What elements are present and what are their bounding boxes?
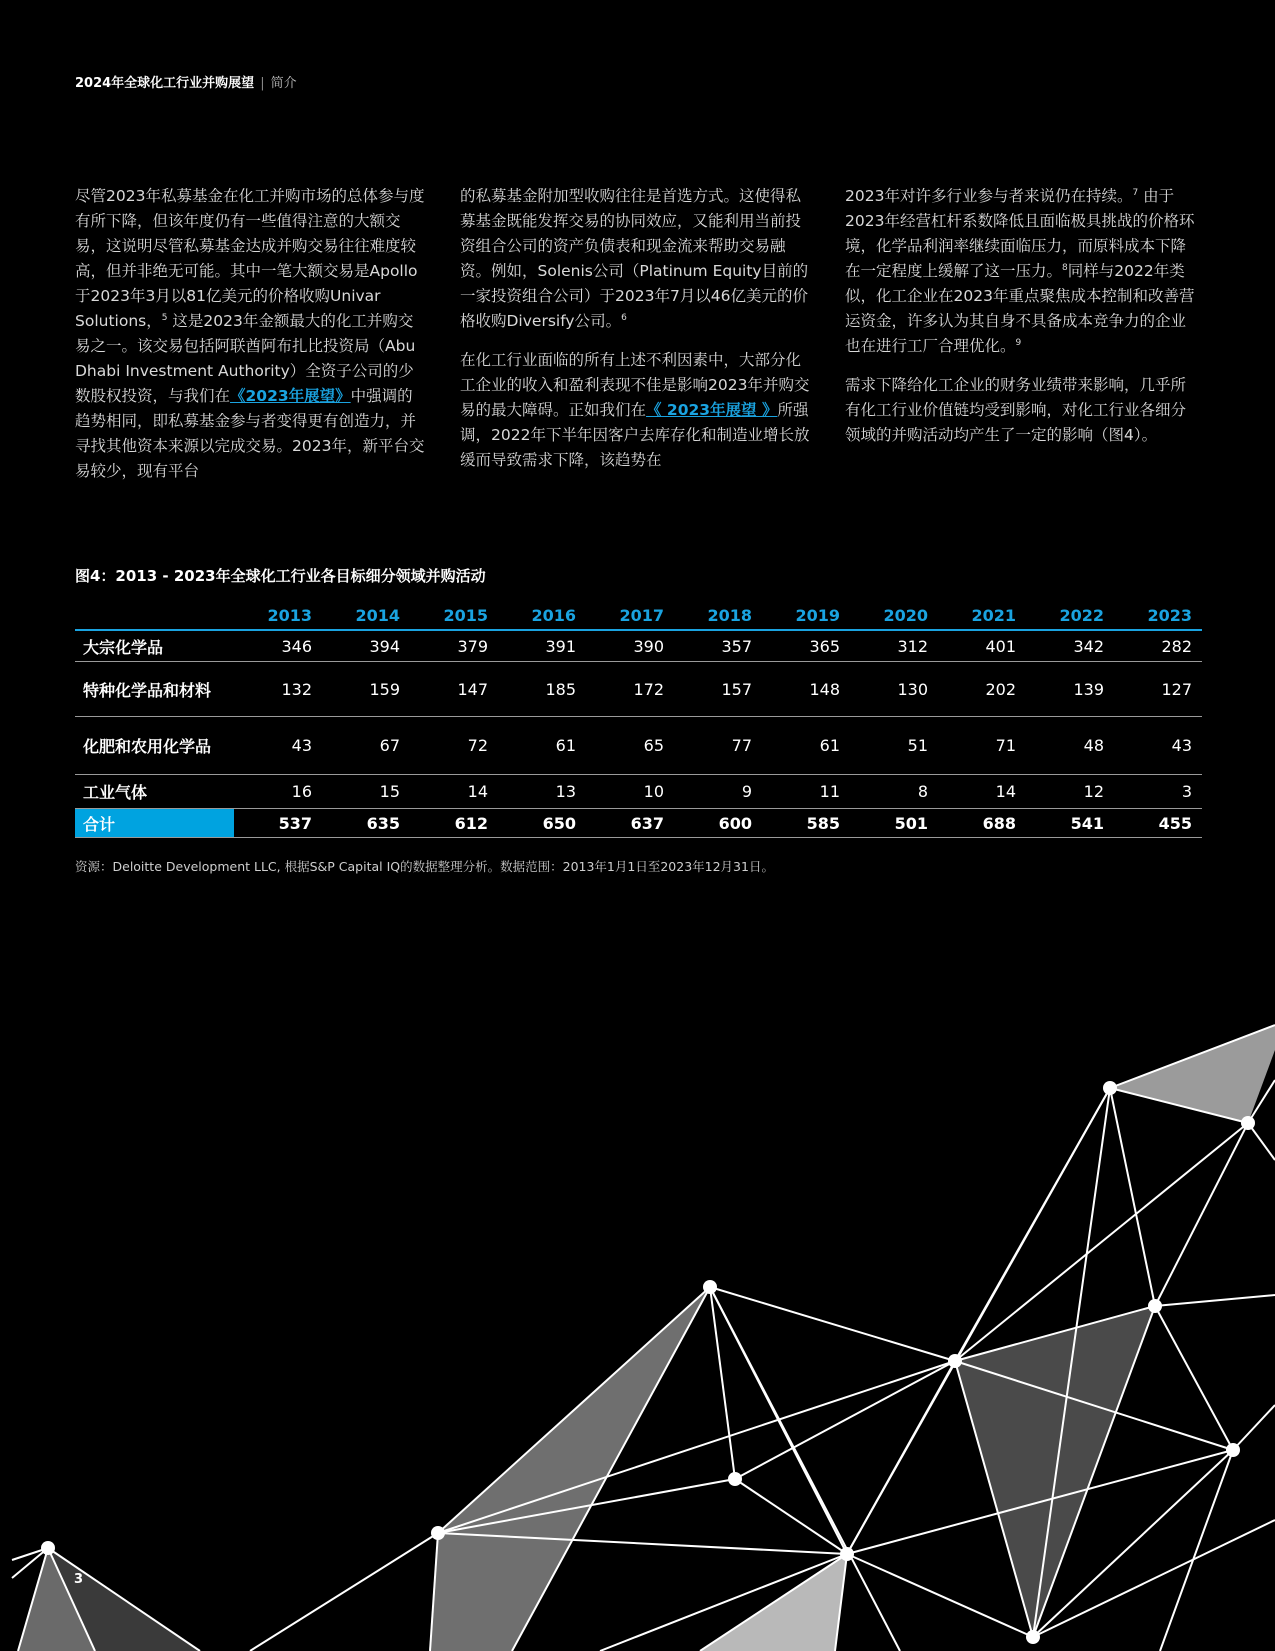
table-cell: 401 <box>938 630 1026 662</box>
total-label: 合计 <box>75 809 234 838</box>
year-header: 2017 <box>586 603 674 630</box>
table-cell: 67 <box>322 717 410 775</box>
table-cell: 14 <box>410 775 498 809</box>
row-label: 化肥和农用化学品 <box>75 717 234 775</box>
table-cell: 43 <box>1114 717 1202 775</box>
outlook-2023-link[interactable]: 《2023年展望》 <box>230 387 351 405</box>
year-header: 2014 <box>322 603 410 630</box>
table-cell: 637 <box>586 809 674 838</box>
year-header: 2013 <box>234 603 322 630</box>
table-cell: 16 <box>234 775 322 809</box>
year-header: 2018 <box>674 603 762 630</box>
paragraph: 需求下降给化工企业的财务业绩带来影响，几乎所有化工行业价值链均受到影响，对化工行业各细分领域的并购活动均产生了一定的影响（图4）。 <box>845 376 1187 444</box>
year-header: 2022 <box>1026 603 1114 630</box>
table-cell: 600 <box>674 809 762 838</box>
year-header: 2020 <box>850 603 938 630</box>
table-cell: 61 <box>762 717 850 775</box>
year-header: 2019 <box>762 603 850 630</box>
network-facets <box>18 1025 1275 1651</box>
table-cell: 127 <box>1114 662 1202 717</box>
year-header: 2015 <box>410 603 498 630</box>
table-cell: 43 <box>234 717 322 775</box>
source-note: 资源：Deloitte Development LLC, 根据S&P Capital IQ的数据整理分析。数据范围：2013年1月1日至2023年12月31日。 <box>75 859 774 874</box>
table-cell: 379 <box>410 630 498 662</box>
table-cell: 391 <box>498 630 586 662</box>
table-cell: 357 <box>674 630 762 662</box>
paragraph: 2023年对许多行业参与者来说仍在持续。$^7$ 由于2023年经营杠杆系数降低且面临极具挑战的价格环境，化学品利润率继续面临压力，而原料成本下降在一定程度上缓解了这一压力。$^8$同样与2022年类似，化工企业在2023年重点聚焦成本控制和改善营运资金，许多认为其自身不具备成本竞争力的企业也在进行工厂合理优化。$^9$ <box>845 187 1195 355</box>
table-cell: 71 <box>938 717 1026 775</box>
table-cell: 501 <box>850 809 938 838</box>
table-cell: 365 <box>762 630 850 662</box>
table-cell: 132 <box>234 662 322 717</box>
table-cell: 65 <box>586 717 674 775</box>
table-cell: 688 <box>938 809 1026 838</box>
table-cell: 9 <box>674 775 762 809</box>
table-cell: 61 <box>498 717 586 775</box>
table-cell: 72 <box>410 717 498 775</box>
table-cell: 159 <box>322 662 410 717</box>
table-cell: 185 <box>498 662 586 717</box>
table-cell: 48 <box>1026 717 1114 775</box>
table-cell: 312 <box>850 630 938 662</box>
table-cell: 147 <box>410 662 498 717</box>
table-cell: 537 <box>234 809 322 838</box>
table-cell: 130 <box>850 662 938 717</box>
table-cell: 455 <box>1114 809 1202 838</box>
table-cell: 13 <box>498 775 586 809</box>
table-cell: 15 <box>322 775 410 809</box>
table-cell: 12 <box>1026 775 1114 809</box>
year-header: 2023 <box>1114 603 1202 630</box>
table-cell: 10 <box>586 775 674 809</box>
report-title: 2024年全球化工行业并购展望 <box>75 76 255 91</box>
table-cell: 650 <box>498 809 586 838</box>
page-number: 3 <box>74 1572 84 1587</box>
year-header: 2021 <box>938 603 1026 630</box>
table-cell: 390 <box>586 630 674 662</box>
table-cell: 635 <box>322 809 410 838</box>
table-cell: 3 <box>1114 775 1202 809</box>
table-cell: 202 <box>938 662 1026 717</box>
table-cell: 585 <box>762 809 850 838</box>
outlook-2023-link[interactable]: 《 2023年展望 》 <box>646 401 778 419</box>
table-cell: 612 <box>410 809 498 838</box>
table-cell: 11 <box>762 775 850 809</box>
figure-title: 图4：2013 - 2023年全球化工行业各目标细分领域并购活动 <box>75 567 486 585</box>
table-cell: 172 <box>586 662 674 717</box>
paragraph: 在化工行业面临的所有上述不利因素中，大部分化工企业的收入和盈利表现不佳是影响2023年并购交易的最大障碍。正如我们在《 2023年展望 》所强调，2022年下半年因客户去库存化和制造业增长放缓而导致需求下降，该趋势在 <box>460 351 810 469</box>
table-cell: 51 <box>850 717 938 775</box>
table-cell: 394 <box>322 630 410 662</box>
table-cell: 14 <box>938 775 1026 809</box>
paragraph: 的私募基金附加型收购往往是首选方式。这使得私募基金既能发挥交易的协同效应，又能利用当前投资组合公司的资产负债表和现金流来帮助交易融资。例如，Solenis公司（Platinum Equity目前的一家投资组合公司）于2023年7月以46亿美元的价格收购Diversify公司。$^6$ <box>460 187 809 330</box>
row-label: 大宗化学品 <box>75 630 234 662</box>
page-header: 2024年全球化工行业并购展望 | 简介 <box>75 76 297 91</box>
table-cell: 342 <box>1026 630 1114 662</box>
table-cell: 157 <box>674 662 762 717</box>
table-cell: 346 <box>234 630 322 662</box>
paragraph: 尽管2023年私募基金在化工并购市场的总体参与度有所下降，但该年度仍有一些值得注意的大额交易，这说明尽管私募基金达成并购交易往往难度较高，但并非绝无可能。其中一笔大额交易是Apollo于2023年3月以81亿美元的价格收购Univar Solutions，$^5$ 这是2023年金额最大的化工并购交易之一。该交易包括阿联酋阿布扎比投资局（Abu Dhabi Investment Authority）全资子公司的少数股权投资，与我们在《2023年展望》中强调的趋势相同，即私募基金参与者变得更有创造力，并寻找其他资本来源以完成交易。2023年，新平台交易较少，现有平台 <box>75 187 425 480</box>
section-name: 简介 <box>270 76 297 91</box>
year-header: 2016 <box>498 603 586 630</box>
row-label: 工业气体 <box>75 775 234 809</box>
table-cell: 282 <box>1114 630 1202 662</box>
table-cell: 139 <box>1026 662 1114 717</box>
row-label: 特种化学品和材料 <box>75 662 234 717</box>
table-cell: 541 <box>1026 809 1114 838</box>
table-cell: 148 <box>762 662 850 717</box>
table-cell: 77 <box>674 717 762 775</box>
table-cell: 8 <box>850 775 938 809</box>
